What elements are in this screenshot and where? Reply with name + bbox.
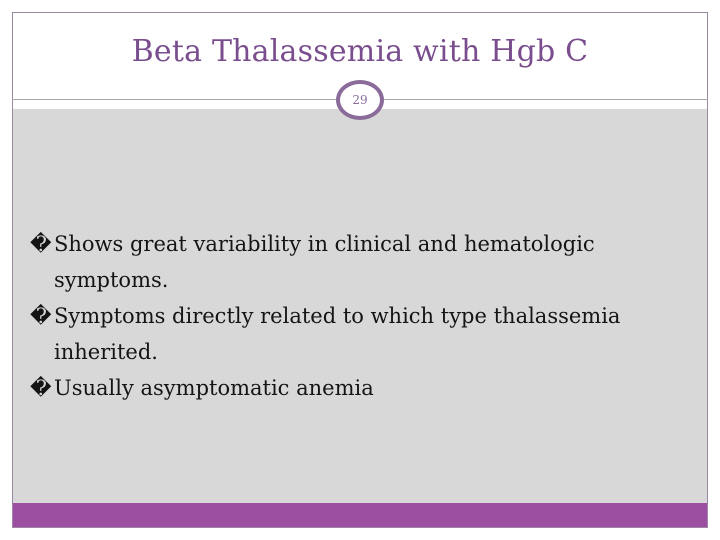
page-number-badge xyxy=(336,80,384,120)
bottom-accent-bar xyxy=(13,503,707,527)
slide-title: Beta Thalassemia with Hgb C xyxy=(131,34,589,69)
bullet-list xyxy=(30,226,700,406)
bullet-item xyxy=(30,298,700,370)
bullet-marker-icon: � xyxy=(30,232,52,256)
bullet-item xyxy=(30,226,700,298)
bullet-text: Usually asymptomatic anemia xyxy=(54,376,374,400)
bullet-text: Symptoms directly related to which type thalassemia inherited. xyxy=(54,304,621,364)
bullet-text: Shows great variability in clinical and hematologic symptoms. xyxy=(54,232,595,292)
bullet-item xyxy=(30,370,700,406)
bullet-marker-icon: � xyxy=(30,304,52,328)
page-number: 29 xyxy=(352,93,368,107)
bullet-marker-icon: � xyxy=(30,376,52,400)
